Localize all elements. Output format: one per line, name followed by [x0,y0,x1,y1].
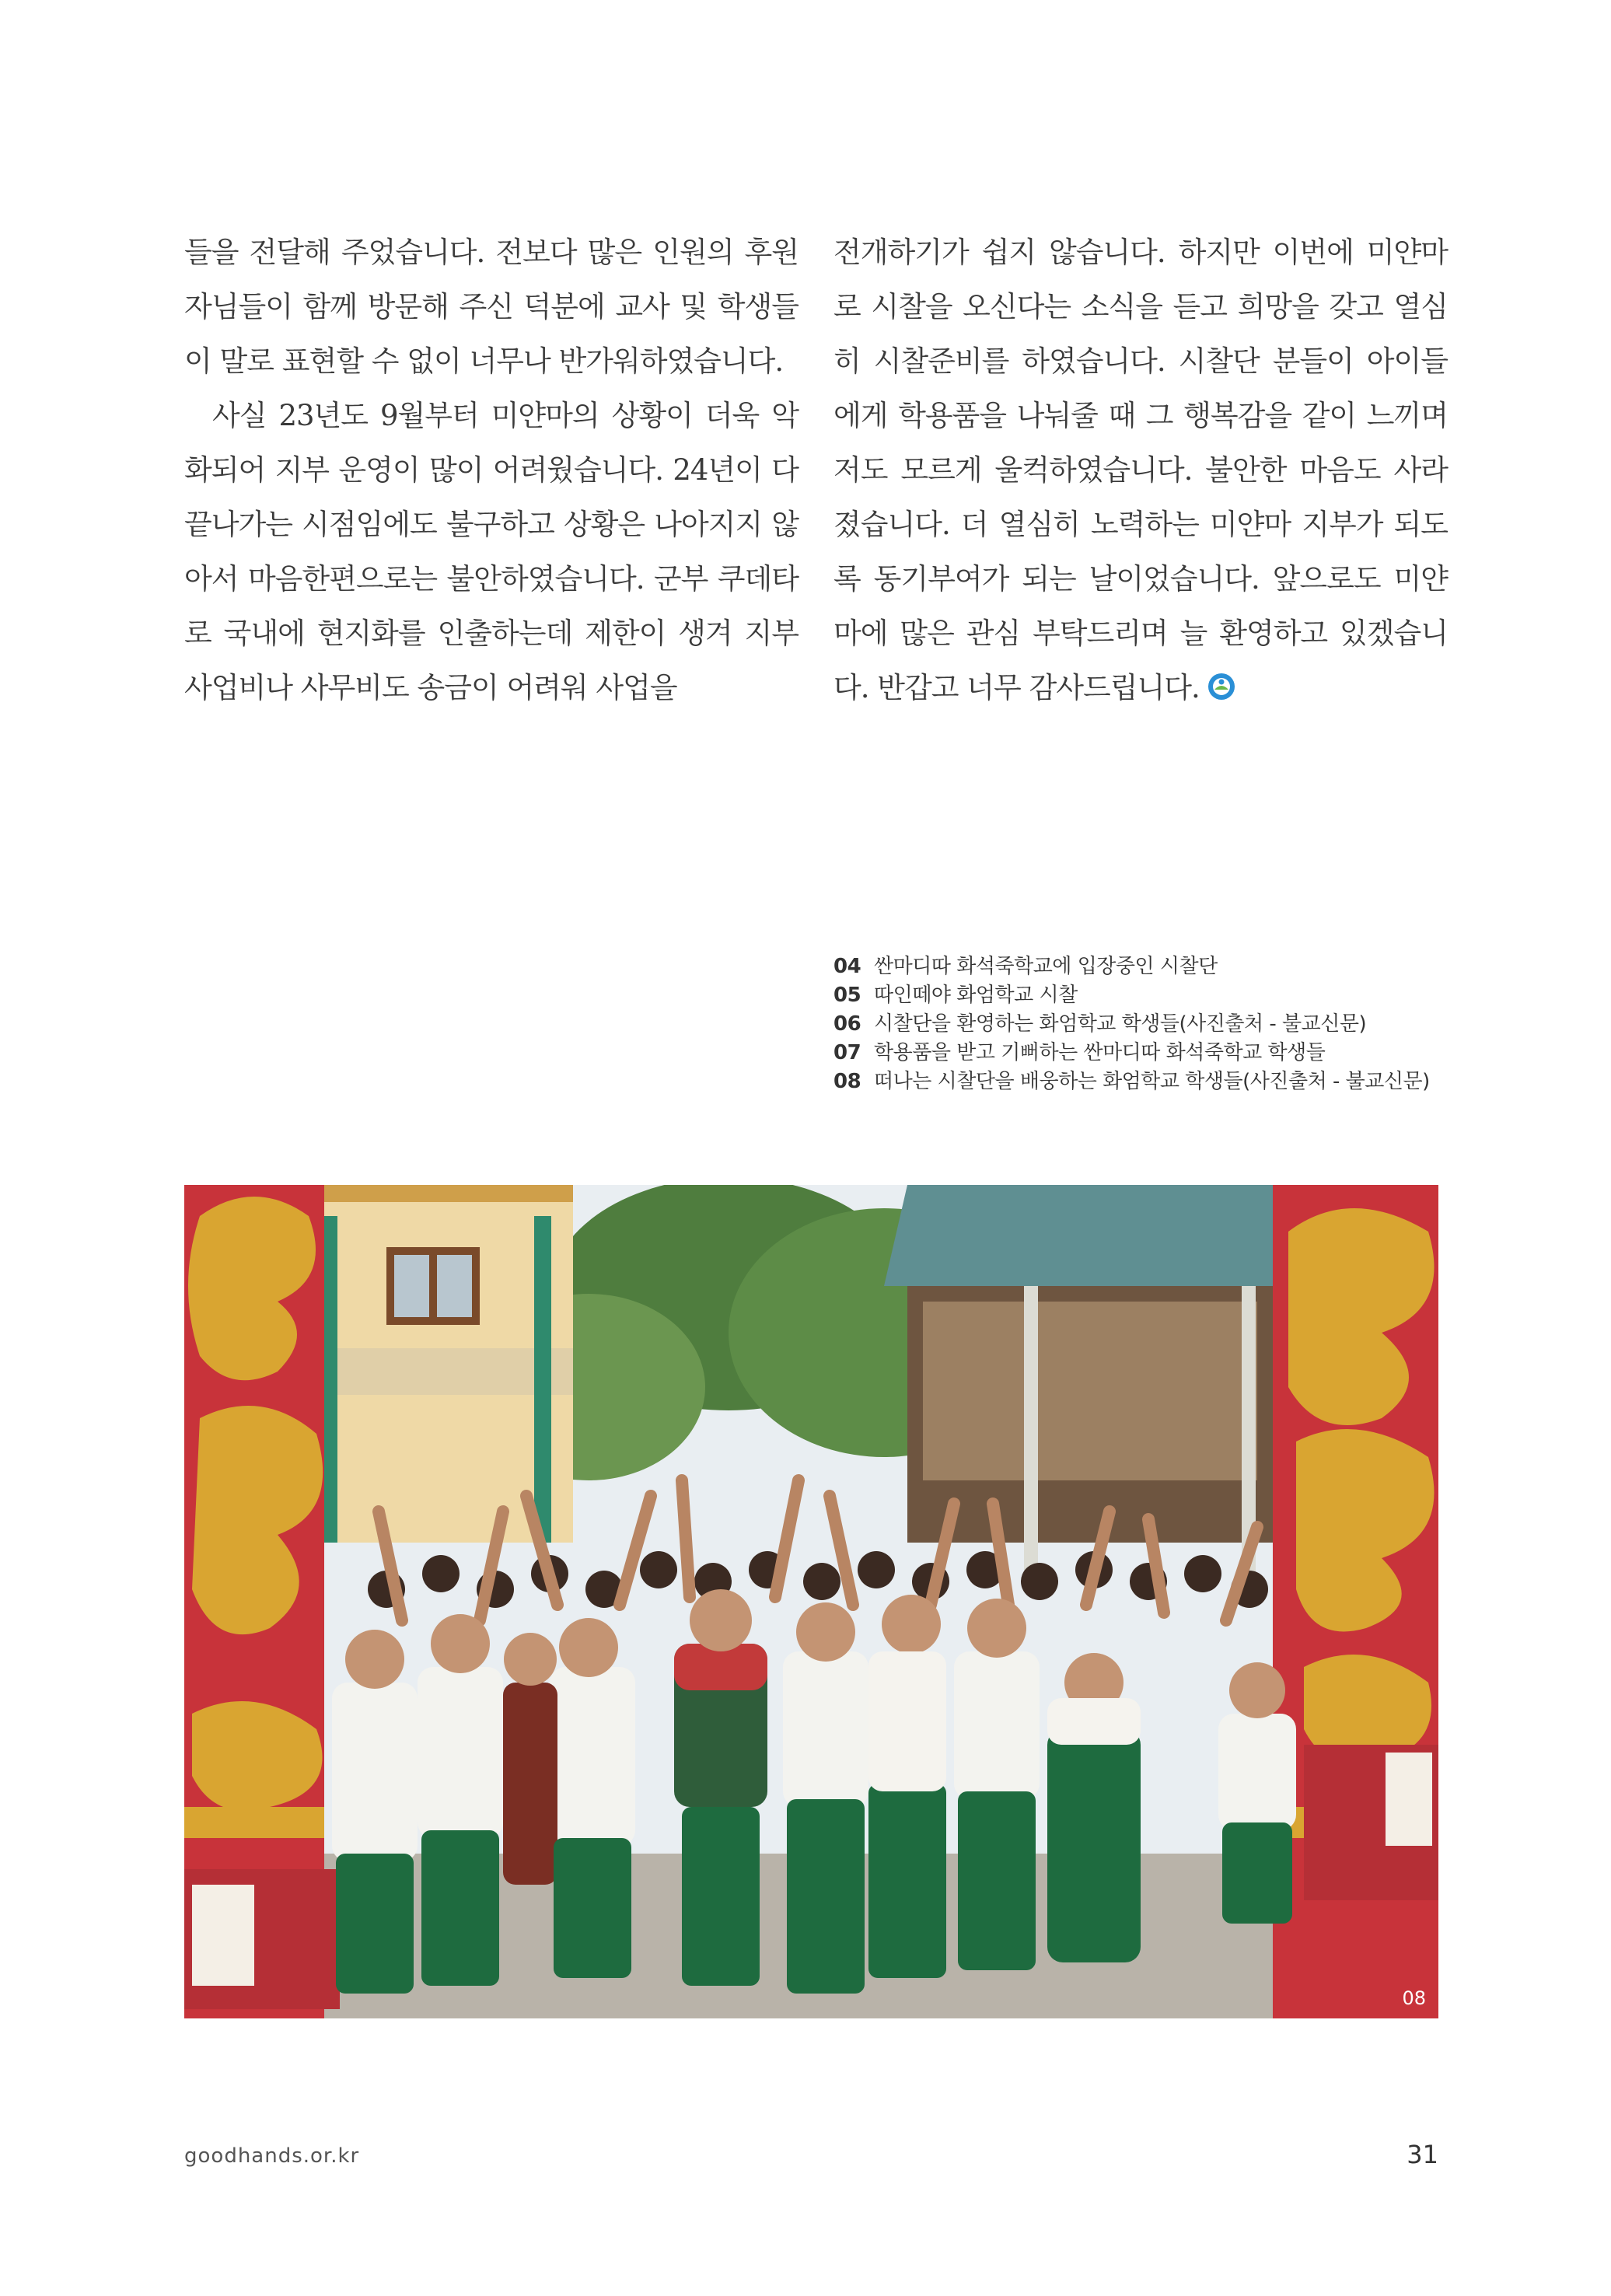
caption-item [833,1010,1430,1039]
article-column-right [833,225,1448,715]
caption-item [833,1039,1430,1068]
caption-text: 싼마디따 화석죽학교에 입장중인 시찰단 [874,955,1218,978]
paragraph-text: 전개하기가 쉽지 않습니다. 하지만 이번에 미얀마로 시찰을 오신다는 소식을 듣고 희망을 갖고 열심히 시찰준비를 하였습니다. 시찰단 분들이 아이들에게 학용품을 나눠줄 때 그 행복감을 같이 느끼며 저도 모르게 울컥하였습니다. 불안한 마음도 사라졌습니다. 더 열심히 노력하는 미얀마 지부가 되도록 동기부여가 되는 날이었습니다. 앞으로도 미얀마에 많은 관심 부탁드리며 늘 환영하고 있겠습니다. 반갑고 너무 감사드립니다. [833,236,1448,704]
paragraph: 들을 전달해 주었습니다. 전보다 많은 인원의 후원자님들이 함께 방문해 주신 덕분에 교사 및 학생들이 말로 표현할 수 없이 너무나 반가워하였습니다. [184,236,799,378]
caption-number: 05 [833,984,861,1007]
caption-number: 07 [833,1041,861,1064]
footer-website: goodhands.or.kr [184,2144,360,2168]
caption-text: 따인떼야 화엄학교 시찰 [874,984,1078,1007]
page-number: 31 [1407,2140,1438,2169]
paragraph: 사실 23년도 9월부터 미얀마의 상황이 더욱 악화되어 지부 운영이 많이 어려웠습니다. 24년이 다 끝나가는 시점임에도 불구하고 상황은 나아지지 않아서 마음한편으로는 불안하였습니다. 군부 쿠데타로 국내에 현지화를 인출하는데 제한이 생겨 지부 사업비나 사무비도 송금이 어려워 사업을 [184,399,799,704]
caption-number: 04 [833,955,861,978]
caption-item [833,952,1430,981]
caption-item [833,1068,1430,1096]
school-students-photo [184,1185,1438,2018]
caption-text: 떠나는 시찰단을 배웅하는 화엄학교 학생들(사진출처 - 불교신문) [874,1070,1430,1093]
caption-text: 학용품을 받고 기뻐하는 싼마디따 화석죽학교 학생들 [874,1041,1326,1064]
caption-number: 06 [833,1012,861,1036]
photo-captions [833,952,1430,1096]
photo-illustration [184,1185,1438,2018]
caption-number: 08 [833,1070,861,1093]
caption-item [833,981,1430,1010]
article-column-left [184,225,799,715]
globe-logo-icon [1206,666,1237,697]
photo-number: 08 [1402,1987,1426,2009]
caption-text: 시찰단을 환영하는 화엄학교 학생들(사진출처 - 불교신문) [874,1012,1367,1036]
paragraph [833,225,1448,715]
